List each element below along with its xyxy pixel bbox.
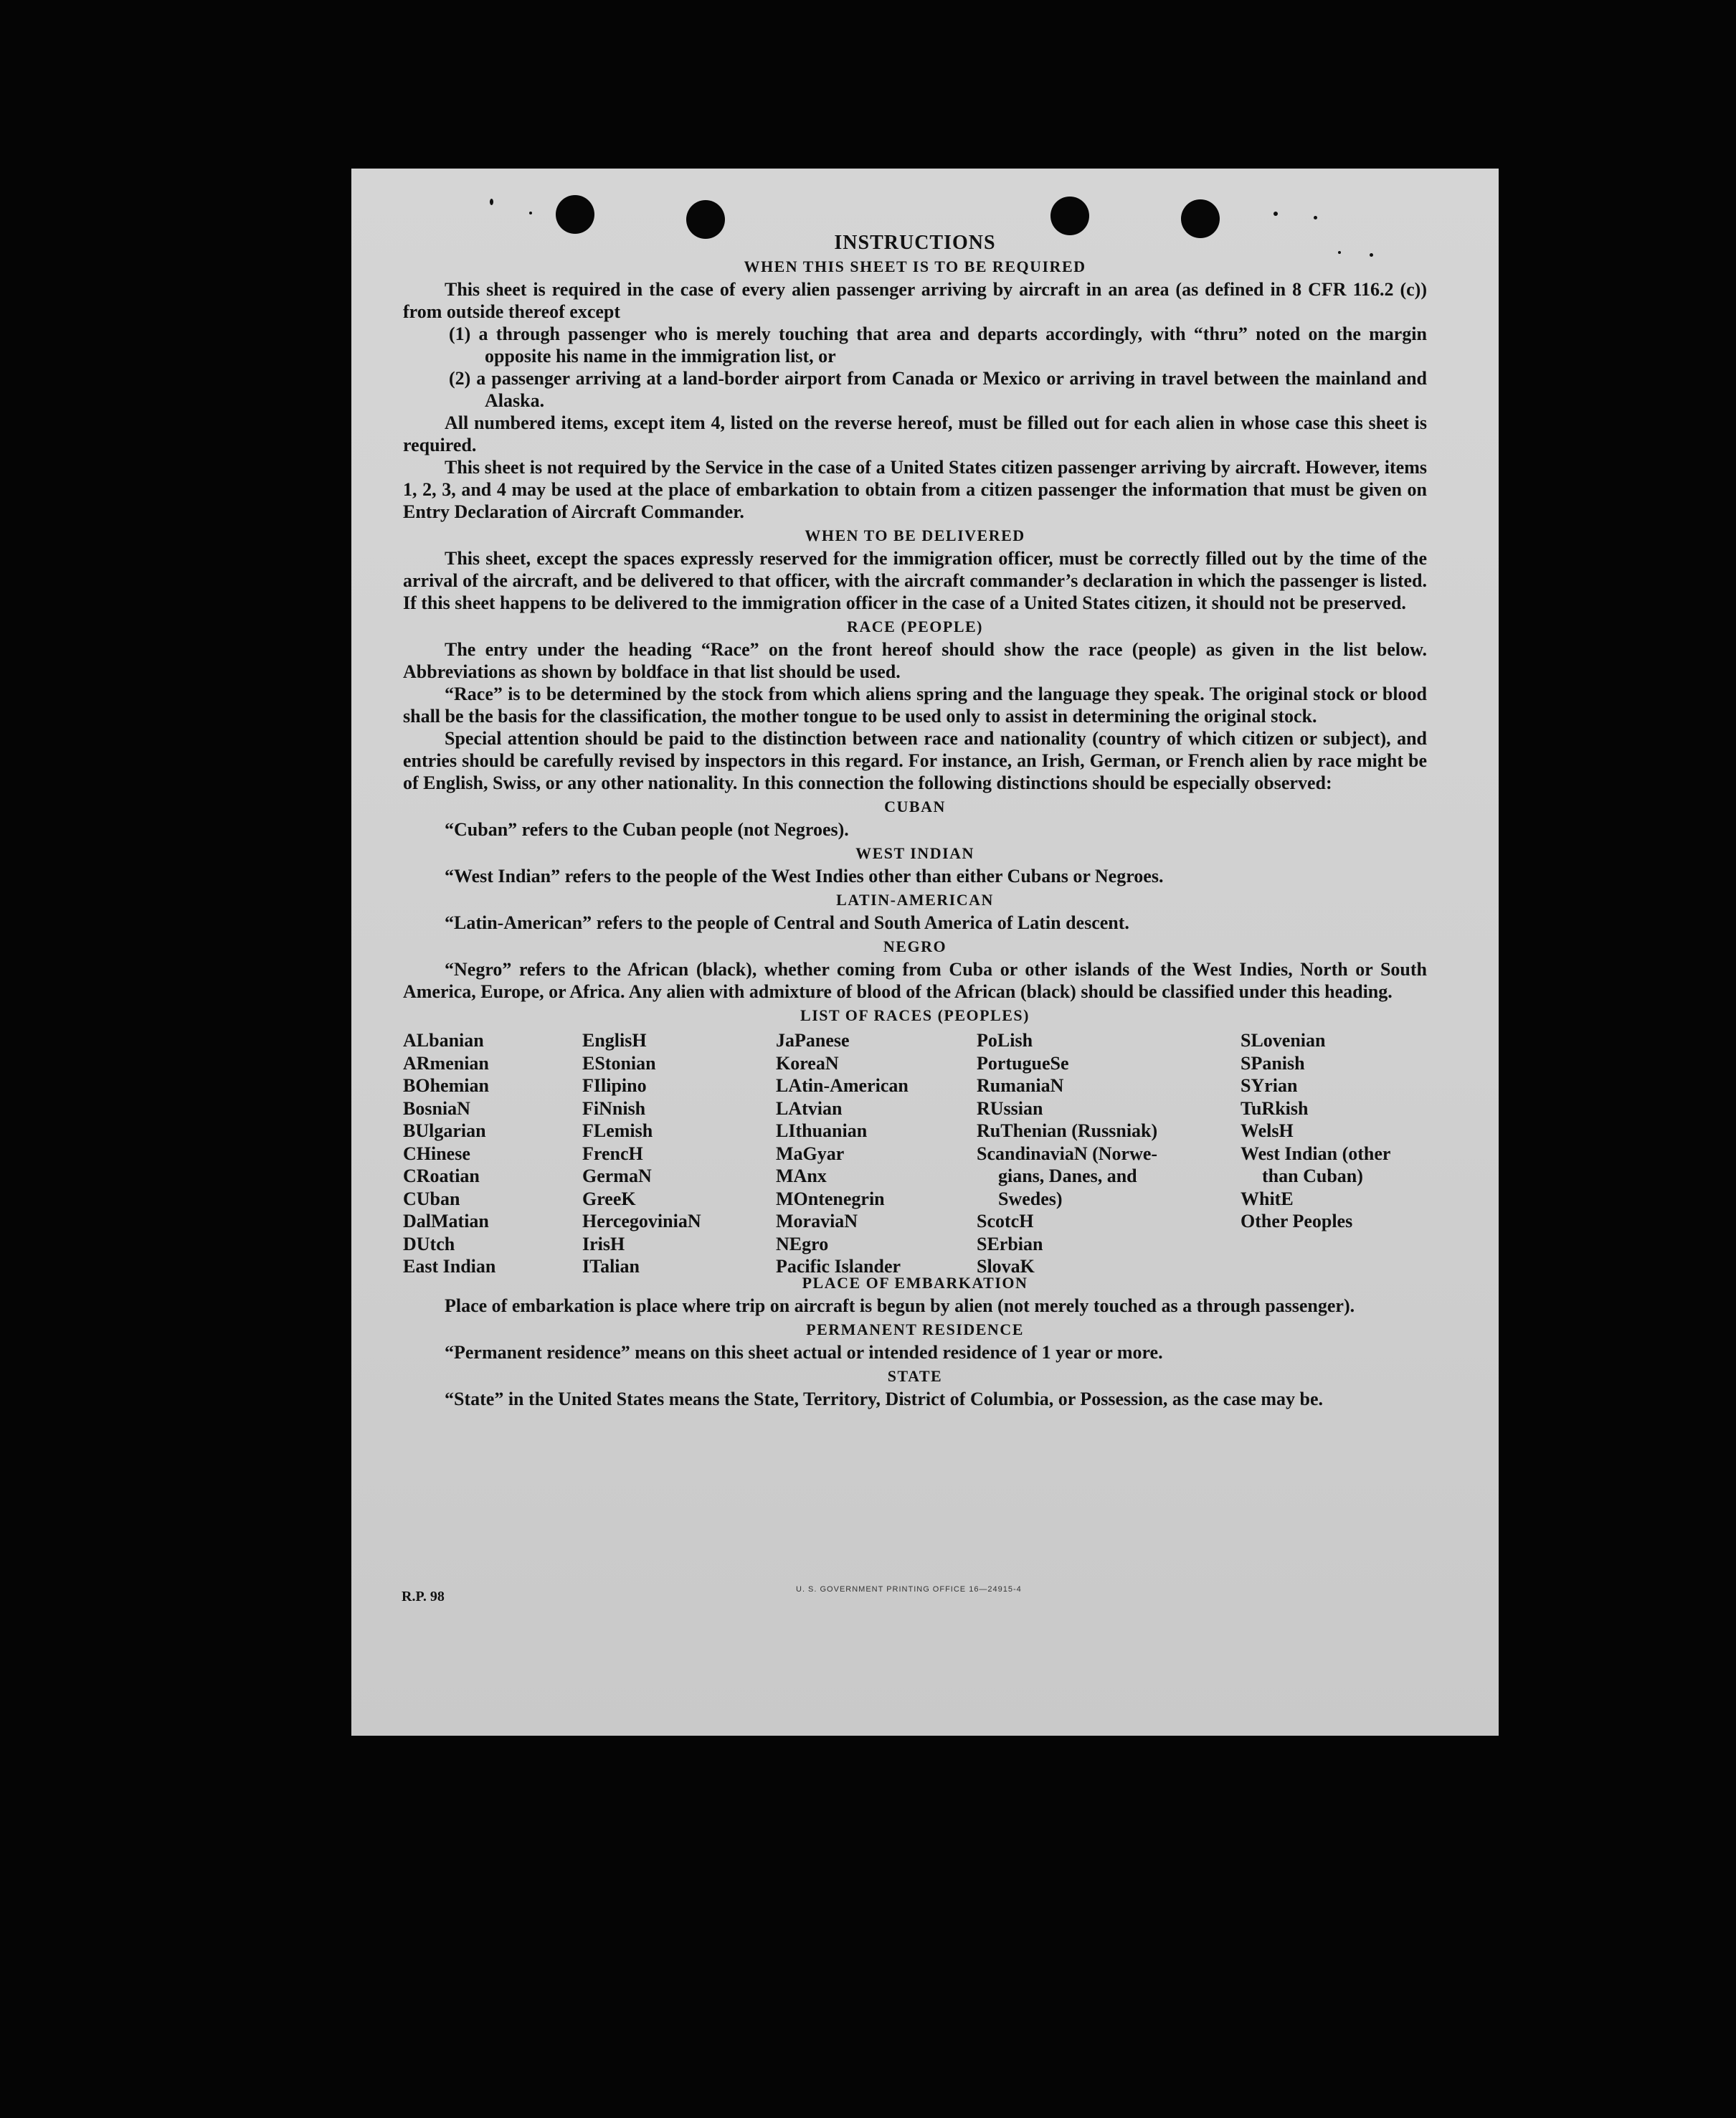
paragraph: Special attention should be paid to the distinction between race and nationality (country of which citizen or subject), and entries should be carefully revised by inspectors in this regard. For instance, an Irish, German, or French alien by race might be of English, Swiss, or any other nationality. In this connection the following distinctions should be especially observed: xyxy=(403,728,1427,793)
document-sheet xyxy=(351,169,1499,1736)
race-entry: MOntenegrin xyxy=(776,1188,885,1209)
race-entry: GermaN xyxy=(582,1166,652,1186)
race-entry: PoLish xyxy=(977,1030,1033,1051)
race-entry: FIlipino xyxy=(582,1075,647,1096)
race-entry: ALbanian xyxy=(403,1030,484,1051)
race-entry: than Cuban) xyxy=(1262,1166,1363,1186)
paragraph: “Latin-American” refers to the people of Central and South America of Latin descent. xyxy=(445,912,1129,933)
paragraph: This sheet, except the spaces expressly reserved for the immigration officer, must be correctly filled out by the time of the arrival of the aircraft, and be delivered to that officer, with the aircraft commander’s declaration in which the passenger is listed. If this sheet happens to be delivered to the immigration officer in the case of a United States citizen, it should not be preserved. xyxy=(403,548,1427,613)
section-heading-negro: NEGRO xyxy=(883,937,947,955)
race-entry: SlovaK xyxy=(977,1256,1035,1277)
paragraph: The entry under the heading “Race” on the front hereof should show the race (people) as given in the list below. Abbreviations as shown by boldface in that list should be used. xyxy=(403,639,1427,682)
numbered-item: (1) a through passenger who is merely touching that area and departs accordingly, with “thru” noted on the margin opposite his name in the immigration list, or xyxy=(449,323,1427,367)
race-entry: KoreaN xyxy=(776,1052,839,1074)
paragraph: “Negro” refers to the African (black), whether coming from Cuba or other islands of the West Indies, North or South America, Europe, or Africa. Any alien with admixture of blood of the African (black) should be classified under this heading. xyxy=(403,959,1427,1002)
race-entry: EStonian xyxy=(582,1052,656,1074)
page-title: INSTRUCTIONS xyxy=(834,232,996,254)
section-heading-latin-american: LATIN-AMERICAN xyxy=(836,891,994,909)
race-entry: BUlgarian xyxy=(403,1120,486,1141)
paragraph: “State” in the United States means the State, Territory, District of Columbia, or Possession, as the case may be. xyxy=(445,1389,1324,1409)
section-heading-list-of-races: LIST OF RACES (PEOPLES) xyxy=(800,1006,1030,1024)
section-heading-race: RACE (PEOPLE) xyxy=(847,618,983,635)
race-entry: TuRkish xyxy=(1241,1097,1309,1119)
race-entry: CHinese xyxy=(403,1143,470,1164)
instructions-body xyxy=(403,232,1427,1410)
race-entry: LAtin-American xyxy=(776,1075,909,1096)
race-entry: SErbian xyxy=(977,1233,1043,1254)
race-column xyxy=(403,1029,495,1278)
race-entry: RuThenian (Russniak) xyxy=(977,1120,1158,1141)
race-entry: ITalian xyxy=(582,1256,640,1277)
race-entry: ScotcH xyxy=(977,1211,1034,1231)
race-column xyxy=(1241,1029,1390,1233)
race-entry: CRoatian xyxy=(403,1166,480,1186)
race-entry: ScandinaviaN (Norwe- xyxy=(977,1143,1158,1164)
race-entry: PortugueSe xyxy=(977,1052,1069,1074)
race-entry: RumaniaN xyxy=(977,1075,1064,1096)
race-entry: SLovenian xyxy=(1241,1030,1326,1051)
race-entry: BOhemian xyxy=(403,1075,489,1096)
race-entry: ARmenian xyxy=(403,1052,489,1074)
form-number: R.P. 98 xyxy=(402,1589,445,1604)
paragraph: “Permanent residence” means on this sheet actual or intended residence of 1 year or more. xyxy=(445,1342,1163,1363)
race-entry: WhitE xyxy=(1241,1188,1294,1209)
race-entry: SYrian xyxy=(1241,1075,1298,1096)
section-heading-embarkation: PLACE OF EMBARKATION xyxy=(802,1274,1028,1292)
race-entry: LAtvian xyxy=(776,1097,843,1119)
paragraph: Place of embarkation is place where trip on aircraft is begun by alien (not merely touched as a through passenger). xyxy=(445,1295,1355,1316)
race-entry: RUssian xyxy=(977,1097,1043,1119)
race-entry: IrisH xyxy=(582,1233,625,1254)
race-entry: GreeK xyxy=(582,1188,636,1209)
paragraph: This sheet is required in the case of every alien passenger arriving by aircraft in an area (as defined in 8 CFR 116.2 (c)) from outside thereof except xyxy=(403,279,1427,322)
race-entry: CUban xyxy=(403,1188,460,1209)
section-heading-residence: PERMANENT RESIDENCE xyxy=(806,1320,1024,1338)
race-entry: HercegoviniaN xyxy=(582,1211,701,1231)
speck xyxy=(529,212,532,214)
paragraph: All numbered items, except item 4, listed on the reverse hereof, must be filled out for each alien in whose case this sheet is required. xyxy=(403,412,1427,455)
printer-imprint: U. S. GOVERNMENT PRINTING OFFICE 16—24915-4 xyxy=(796,1585,1022,1594)
race-entry: FLemish xyxy=(582,1120,653,1141)
race-entry: East Indian xyxy=(403,1256,496,1277)
race-entry: SPanish xyxy=(1241,1052,1305,1074)
race-entry: FrencH xyxy=(582,1143,643,1164)
race-list xyxy=(403,1029,1427,1277)
speck xyxy=(1273,212,1278,216)
race-entry: gians, Danes, and xyxy=(998,1166,1137,1186)
race-entry: Other Peoples xyxy=(1241,1211,1353,1231)
paragraph: “Race” is to be determined by the stock from which aliens spring and the language they speak. The original stock or blood shall be the basis for the classification, the mother tongue to be used only to assist in determining the original stock. xyxy=(403,684,1427,727)
race-entry: Swedes) xyxy=(998,1188,1063,1209)
section-heading-delivered: WHEN TO BE DELIVERED xyxy=(805,526,1025,544)
paragraph: “West Indian” refers to the people of the West Indies other than either Cubans or Negroes. xyxy=(445,866,1164,887)
section-heading-west-indian: WEST INDIAN xyxy=(855,844,974,862)
race-entry: DalMatian xyxy=(403,1211,489,1231)
race-entry: FiNnish xyxy=(582,1097,646,1119)
race-entry: LIthuanian xyxy=(776,1120,868,1141)
race-entry: BosniaN xyxy=(403,1097,470,1119)
race-entry: WelsH xyxy=(1241,1120,1294,1141)
race-entry: West Indian (other xyxy=(1241,1143,1391,1164)
race-column xyxy=(582,1029,701,1278)
speck xyxy=(490,199,493,205)
numbered-item: (2) a passenger arriving at a land-border airport from Canada or Mexico or arriving in travel between the mainland and Alaska. xyxy=(449,368,1427,411)
paragraph: This sheet is not required by the Service in the case of a United States citizen passenger arriving by aircraft. However, items 1, 2, 3, and 4 may be used at the place of embarkation to obtain from a citizen passenger the information that must be given on Entry Declaration of Aircraft Commander. xyxy=(403,457,1427,522)
race-entry: JaPanese xyxy=(776,1030,850,1051)
section-heading-required: WHEN THIS SHEET IS TO BE REQUIRED xyxy=(744,257,1086,275)
speck xyxy=(1314,216,1317,219)
race-entry: MAnx xyxy=(776,1166,827,1186)
race-entry: DUtch xyxy=(403,1233,455,1254)
race-entry: NEgro xyxy=(776,1233,829,1254)
paragraph: “Cuban” refers to the Cuban people (not Negroes). xyxy=(445,819,849,840)
race-column xyxy=(977,1029,1157,1278)
race-entry: MaGyar xyxy=(776,1143,845,1164)
race-entry: EnglisH xyxy=(582,1030,647,1051)
section-heading-cuban: CUBAN xyxy=(884,798,946,815)
race-column xyxy=(776,1029,909,1278)
race-entry: MoraviaN xyxy=(776,1211,858,1231)
punch-hole xyxy=(556,195,594,234)
race-entry: Pacific Islander xyxy=(776,1256,901,1277)
punch-hole xyxy=(1050,197,1089,235)
section-heading-state: STATE xyxy=(887,1367,943,1385)
